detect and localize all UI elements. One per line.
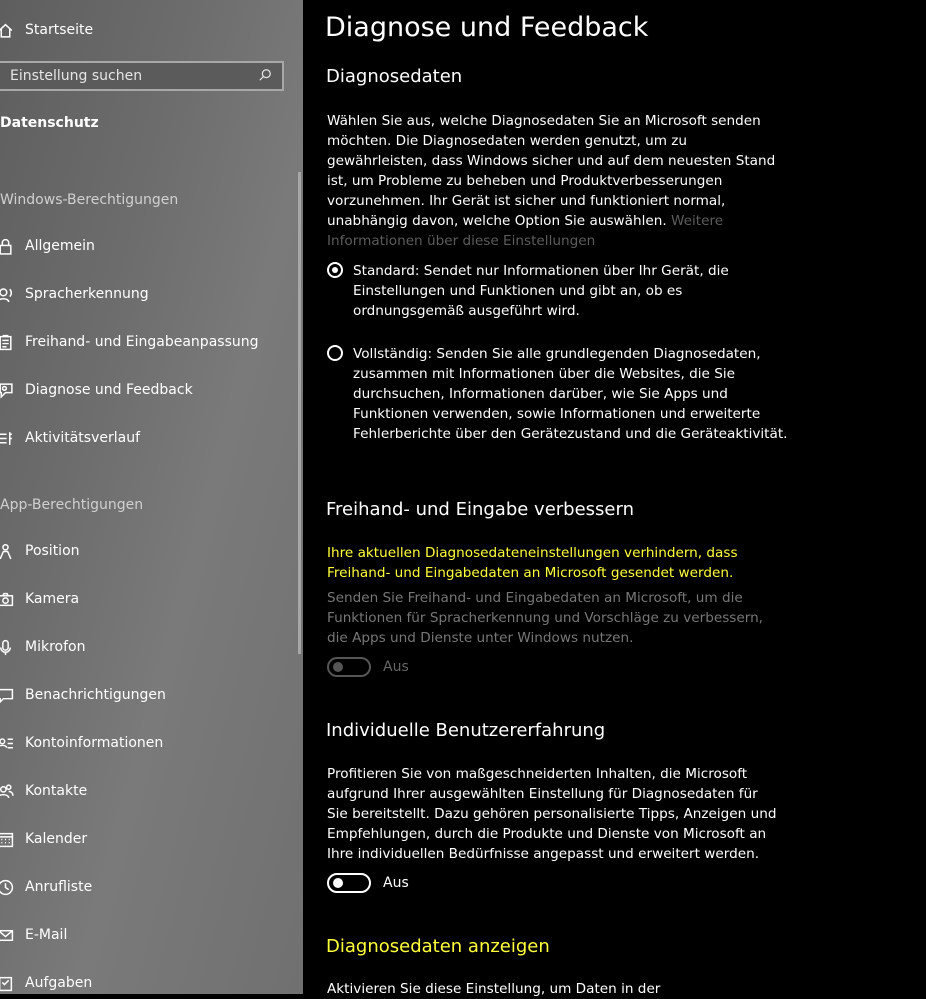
microphone-icon: [0, 637, 15, 657]
sidebar-item-label: E-Mail: [25, 927, 68, 943]
sidebar-item-diagnose[interactable]: [0, 374, 300, 406]
sidebar-item-freihand[interactable]: [0, 326, 300, 358]
sidebar-item-benachrichtigungen[interactable]: [0, 679, 300, 711]
sidebar-item-label: Kontoinformationen: [25, 735, 164, 751]
sidebar-item-kontoinformationen[interactable]: [0, 727, 300, 759]
settings-sidebar: [0, 0, 303, 994]
more-info-link[interactable]: Weitere Informationen über diese Einstellungen: [327, 213, 724, 249]
ink-typing-toggle-row: [327, 657, 409, 677]
diagnostic-viewer-heading[interactable]: Diagnosedaten anzeigen: [326, 936, 550, 957]
tailored-experience-toggle-row: [327, 873, 409, 893]
tailored-experience-description: Profitieren Sie von maßgeschneiderten Inhalten, die Microsoft aufgrund Ihrer ausgewählten Einstellung für Diagnosedaten für Sie bereitstellt. Dazu gehören personalisierte Tipps, Anzeigen und Empfehlungen, durch die Produkte und Dienste von Microsoft an Ihre individuellen Bedürfnisse angepasst und erweitert werden.: [327, 766, 777, 862]
mail-icon: [0, 925, 15, 945]
ink-typing-description: Senden Sie Freihand- und Eingabedaten an Microsoft, um die Funktionen für Spracherkennung und Vorschläge zu verbessern, die Apps und Dienste unter Windows nutzen.: [327, 590, 764, 646]
feedback-icon: [0, 380, 15, 400]
search-box[interactable]: [0, 61, 284, 91]
radio-button-standard[interactable]: [327, 262, 343, 278]
search-input[interactable]: [0, 67, 258, 85]
sidebar-item-mikrofon[interactable]: [0, 631, 300, 663]
group-title-windows: Windows-Berechtigungen: [0, 192, 179, 208]
timeline-icon: [0, 428, 15, 448]
main-content: [303, 0, 926, 997]
sidebar-item-email[interactable]: [0, 919, 300, 951]
sidebar-item-aktivitaetsverlauf[interactable]: [0, 422, 300, 454]
diagnostic-description-text: Wählen Sie aus, welche Diagnosedaten Sie an Microsoft senden möchten. Die Diagnosedaten werden genutzt, um zu gewährleisten, dass Windows sicher und auf dem neuesten Stand ist, um Probleme zu beheben und Produktverbesserungen vorzunehmen. Ihr Gerät ist sicher und funktioniert normal, unabhängig davon, welche Option Sie auswählen.: [327, 113, 776, 229]
diagnostic-data-description: [327, 111, 782, 251]
radio-label-standard: Standard: Sendet nur Informationen über Ihr Gerät, die Einstellungen und Funktionen und gibt an, ob es ordnungsgemäß ausgeführt wird.: [353, 263, 729, 319]
sidebar-item-label: Benachrichtigungen: [25, 687, 166, 703]
sidebar-item-kamera[interactable]: [0, 583, 300, 615]
diagnostic-data-heading: Diagnosedaten: [326, 66, 463, 87]
sidebar-item-label: Position: [25, 543, 80, 559]
speech-icon: [0, 284, 15, 304]
sidebar-item-label: Spracherkennung: [25, 286, 149, 302]
notification-icon: [0, 685, 15, 705]
sidebar-scrollbar[interactable]: [298, 172, 301, 654]
sidebar-item-anrufliste[interactable]: [0, 871, 300, 903]
sidebar-item-allgemein[interactable]: [0, 230, 300, 262]
diagnostic-viewer-description: Aktivieren Sie diese Einstellung, um Daten in der: [327, 981, 661, 997]
sidebar-item-label: Kontakte: [25, 783, 88, 799]
ink-typing-toggle[interactable]: [327, 657, 371, 677]
group-title-apps: App-Berechtigungen: [0, 497, 144, 513]
sidebar-item-label: Mikrofon: [25, 639, 86, 655]
tailored-experience-toggle-label: Aus: [383, 875, 409, 891]
page-title: Diagnose und Feedback: [325, 12, 649, 43]
tailored-experience-toggle[interactable]: [327, 873, 371, 893]
call-history-icon: [0, 877, 15, 897]
account-info-icon: [0, 733, 15, 753]
location-icon: [0, 541, 15, 561]
sidebar-item-position[interactable]: [0, 535, 300, 567]
ink-typing-toggle-label: Aus: [383, 659, 409, 675]
clipboard-icon: [0, 332, 15, 352]
tasks-icon: [0, 973, 15, 993]
sidebar-item-label: Kamera: [25, 591, 80, 607]
sidebar-item-label: Anrufliste: [25, 879, 93, 895]
sidebar-item-label: Freihand- und Eingabeanpassung: [25, 334, 259, 350]
home-label: Startseite: [25, 22, 94, 38]
lock-icon: [0, 236, 15, 256]
sidebar-item-kalender[interactable]: [0, 823, 300, 855]
tailored-experience-heading: Individuelle Benutzererfahrung: [326, 720, 606, 741]
home-nav-item[interactable]: [0, 14, 93, 46]
sidebar-item-label: Aktivitätsverlauf: [25, 430, 141, 446]
camera-icon: [0, 589, 15, 609]
sidebar-item-aufgaben[interactable]: [0, 967, 300, 994]
section-title: Datenschutz: [0, 115, 99, 131]
sidebar-item-label: Allgemein: [25, 238, 95, 254]
sidebar-item-label: Aufgaben: [25, 975, 93, 991]
radio-option-full[interactable]: [327, 344, 793, 444]
sidebar-item-kontakte[interactable]: [0, 775, 300, 807]
home-icon: [0, 20, 15, 40]
radio-button-full[interactable]: [327, 345, 343, 361]
ink-typing-heading: Freihand- und Eingabe verbessern: [326, 499, 634, 520]
radio-option-standard[interactable]: [327, 261, 793, 321]
search-icon[interactable]: [258, 67, 276, 85]
ink-typing-warning: Ihre aktuellen Diagnosedateneinstellungen verhindern, dass Freihand- und Eingabedaten an Microsoft gesendet werden.: [327, 545, 738, 581]
sidebar-item-label: Diagnose und Feedback: [25, 382, 193, 398]
calendar-icon: [0, 829, 15, 849]
radio-label-full: Vollständig: Senden Sie alle grundlegenden Diagnosedaten, zusammen mit Informationen über die Websites, die Sie durchsuchen, Informationen darüber, wie Sie Apps und Funktionen verwenden, sowie Informationen und erweiterte Fehlerberichte über den Gerätezustand und die Geräteaktivität.: [353, 346, 788, 442]
sidebar-item-spracherkennung[interactable]: [0, 278, 300, 310]
sidebar-item-label: Kalender: [25, 831, 88, 847]
contacts-icon: [0, 781, 15, 801]
